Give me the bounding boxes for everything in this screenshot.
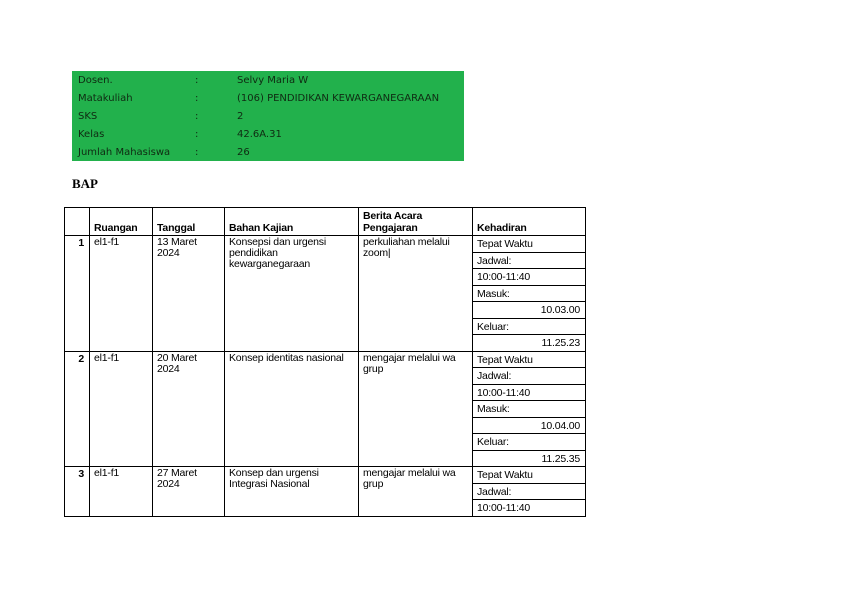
kehadiran-status: Tepat Waktu [473,236,586,253]
info-colon: : [195,93,199,104]
kehadiran-status: Tepat Waktu [473,467,586,484]
info-value: 26 [237,147,250,158]
info-label: Kelas [78,129,105,140]
section-title: BAP [72,176,98,191]
header-tanggal: Tanggal [153,208,225,236]
header-bahan-kajian: Bahan Kajian [225,208,359,236]
info-label: Matakuliah [78,93,133,104]
row-ruangan: el1-f1 [90,351,153,467]
info-value: 42.6A.31 [237,129,282,140]
kehadiran-status: Tepat Waktu [473,351,586,368]
row-number: 2 [65,351,90,467]
header-kehadiran: Kehadiran [473,208,586,236]
row-ruangan: el1-f1 [90,467,153,517]
kehadiran-keluar-label: Keluar: [473,318,586,335]
row-ruangan: el1-f1 [90,236,153,352]
kehadiran-keluar-value: 11.25.35 [473,450,586,467]
kehadiran-masuk-label: Masuk: [473,285,586,302]
table-header-row [65,208,586,236]
info-label: Dosen. [78,75,113,86]
kehadiran-keluar-value: 11.25.23 [473,335,586,352]
kehadiran-jadwal-label: Jadwal: [473,483,586,500]
row-bahan-kajian: Konsep dan urgensi Integrasi Nasional [225,467,359,517]
row-bahan-kajian: Konsepsi dan urgensi pendidikan kewarganegaraan [225,236,359,352]
row-berita-acara: perkuliahan melalui zoom| [359,236,473,352]
info-value: 2 [237,111,244,122]
info-value: (106) PENDIDIKAN KEWARGANEGARAAN [237,93,440,104]
row-berita-acara: mengajar melalui wa grup [359,467,473,517]
table-row [65,351,586,368]
kehadiran-masuk-value: 10.04.00 [473,417,586,434]
kehadiran-masuk-label: Masuk: [473,401,586,418]
kehadiran-jadwal-value: 10:00-11:40 [473,384,586,401]
row-number: 1 [65,236,90,352]
kehadiran-masuk-value: 10.03.00 [473,302,586,319]
row-bahan-kajian: Konsep identitas nasional [225,351,359,467]
row-tanggal: 27 Maret 2024 [153,467,225,517]
kehadiran-keluar-label: Keluar: [473,434,586,451]
bap-table [64,207,586,517]
info-colon: : [195,75,199,86]
info-label: SKS [78,111,98,122]
header-ruangan: Ruangan [90,208,153,236]
header-no [65,208,90,236]
kehadiran-jadwal-value: 10:00-11:40 [473,269,586,286]
kehadiran-jadwal-label: Jadwal: [473,252,586,269]
row-number: 3 [65,467,90,517]
table-row [65,467,586,484]
header-berita-acara: Berita Acara Pengajaran [359,208,473,236]
table-row [65,236,586,253]
info-value: Selvy Maria W [237,75,309,86]
info-label: Jumlah Mahasiswa [78,147,171,158]
info-colon: : [195,129,199,140]
course-info-box [72,71,464,161]
kehadiran-jadwal-label: Jadwal: [473,368,586,385]
row-berita-acara: mengajar melalui wa grup [359,351,473,467]
row-tanggal: 13 Maret 2024 [153,236,225,352]
info-colon: : [195,147,199,158]
row-tanggal: 20 Maret 2024 [153,351,225,467]
info-colon: : [195,111,199,122]
kehadiran-jadwal-value: 10:00-11:40 [473,500,586,517]
